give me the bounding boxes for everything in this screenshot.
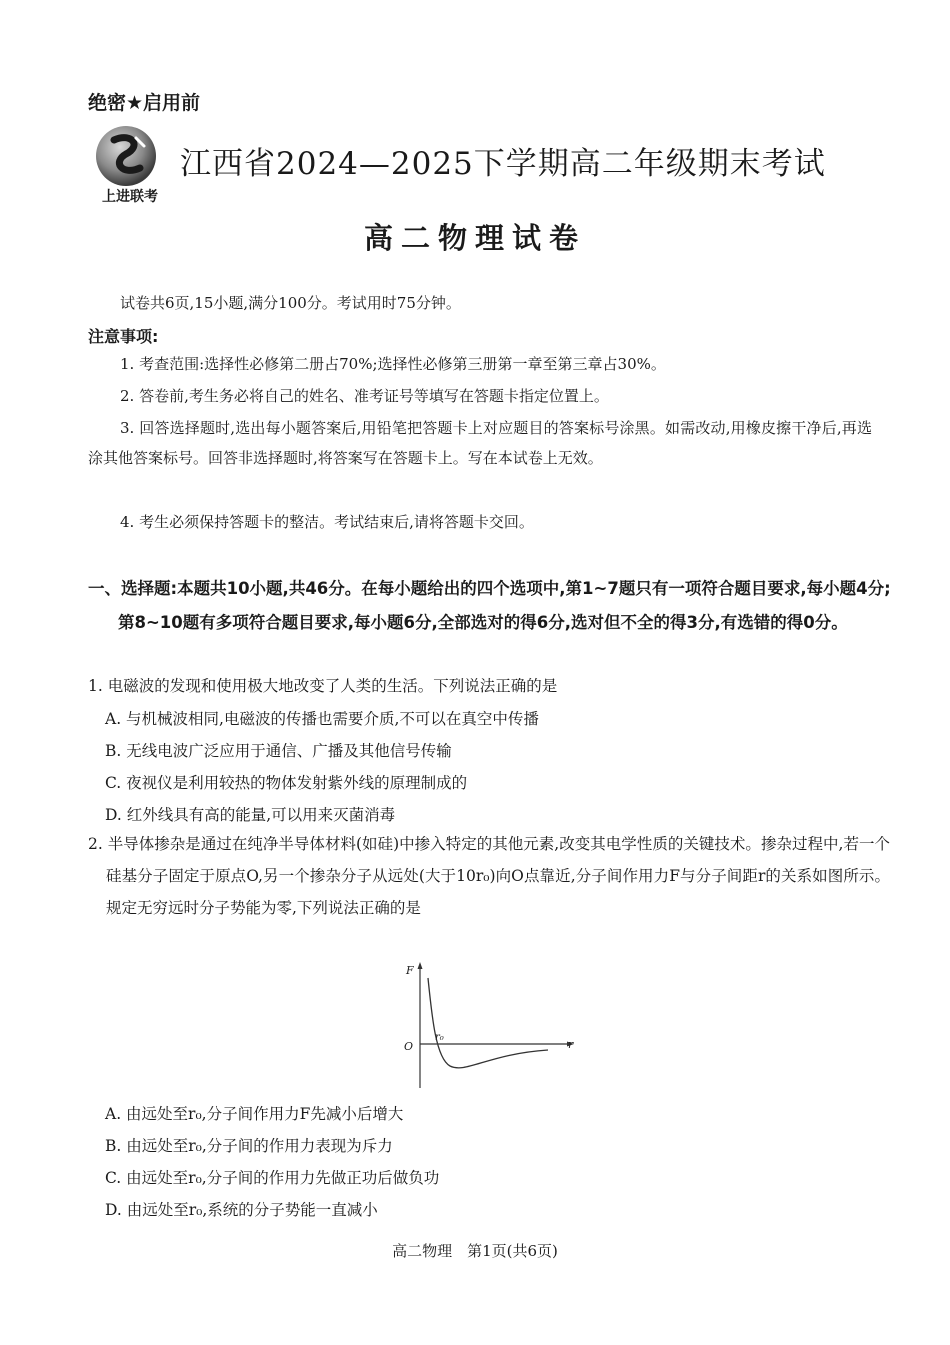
question-1-option-b: B. 无线电波广泛应用于通信、广播及其他信号传输 (105, 742, 452, 760)
paper-title: 高二物理试卷 (363, 221, 586, 255)
graph-y-label: F (406, 964, 414, 977)
section-heading: 一、选择题:本题共10小题,共46分。在每小题给出的四个选项中,第1~7题只有一项符合题目要求,每小题4分;第8~10题有多项符合题目要求,每小题6分,全部选对的得6分,选对但不全的得3分,有选错的得0分。 (88, 579, 891, 632)
question-2-option-b: B. 由远处至r₀,分子间的作用力表现为斥力 (105, 1137, 393, 1155)
exam-title: 江西省2024—2025下学期高二年级期末考试 (180, 146, 826, 182)
question-1-option-c: C. 夜视仪是利用较热的物体发射紫外线的原理制成的 (105, 774, 468, 792)
graph-origin-label: O (404, 1040, 414, 1053)
force-distance-graph (398, 958, 578, 1092)
question-2-stem: 2. 半导体掺杂是通过在纯净半导体材料(如硅)中掺入特定的其他元素,改变其电学性质的关键技术。掺杂过程中,若一个硅基分子固定于原点O,另一个掺杂分子从远处(大于10r₀)向O点靠近,分子间作用力F与分子间距r的关系如图所示。规定无穷远时分子势能为零,下列说法正确的是 (88, 835, 890, 917)
question-1-option-d: D. 红外线具有高的能量,可以用来灭菌消毒 (105, 806, 396, 824)
secret-mark: 绝密★启用前 (88, 92, 201, 114)
notice-heading: 注意事项: (88, 327, 159, 346)
notice-item: 1. 考查范围:选择性必修第二册占70%;选择性必修第三册第一章至第三章占30%。 (120, 355, 666, 373)
notice-item: 4. 考生必须保持答题卡的整洁。考试结束后,请将答题卡交回。 (120, 513, 534, 531)
logo-text: 上进联考 (102, 189, 158, 205)
graph-force-curve (428, 978, 548, 1068)
question-2-option-c: C. 由远处至r₀,分子间的作用力先做正功后做负功 (105, 1169, 440, 1187)
question-2-option-d: D. 由远处至r₀,系统的分子势能一直减小 (105, 1201, 378, 1219)
question-2-option-a: A. 由远处至r₀,分子间作用力F先减小后增大 (105, 1105, 404, 1123)
page-footer: 高二物理 第1页(共6页) (392, 1242, 558, 1260)
graph-x-label: r (568, 1038, 574, 1051)
notice-item: 3. 回答选择题时,选出每小题答案后,用铅笔把答题卡上对应题目的答案标号涂黑。如需改动,用橡皮擦干净后,再选涂其他答案标号。回答非选择题时,将答案写在答题卡上。写在本试卷上无效。 (88, 419, 872, 467)
graph-r0-label: r₀ (435, 1032, 444, 1043)
notice-item: 2. 答卷前,考生务必将自己的姓名、准考证号等填写在答题卡指定位置上。 (120, 387, 609, 405)
question-1-stem: 1. 电磁波的发现和使用极大地改变了人类的生活。下列说法正确的是 (88, 677, 558, 695)
graph-y-arrow (418, 962, 423, 969)
exam-info: 试卷共6页,15小题,满分100分。考试用时75分钟。 (120, 294, 461, 312)
question-1-option-a: A. 与机械波相同,电磁波的传播也需要介质,不可以在真空中传播 (105, 710, 539, 728)
